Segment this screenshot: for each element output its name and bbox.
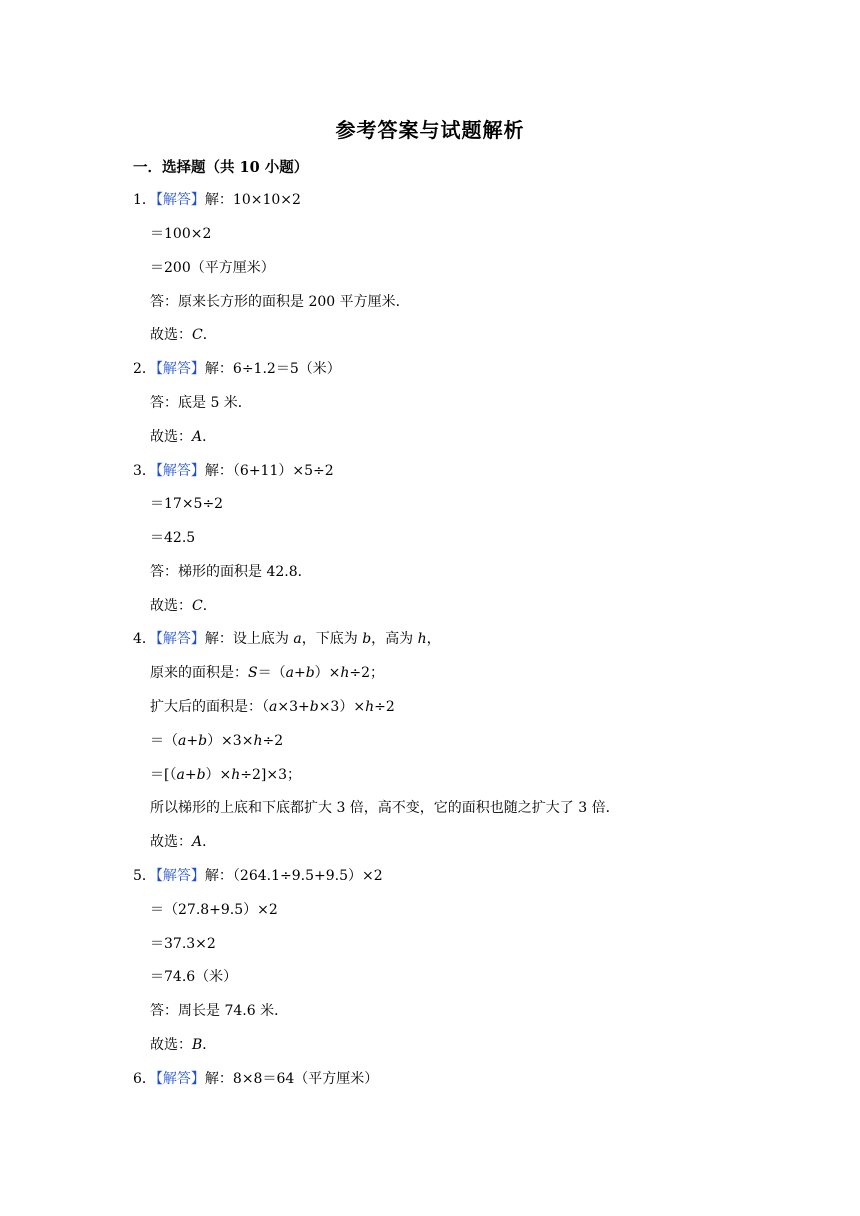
choice-period: ．	[202, 834, 217, 850]
text-run: 扩大后的面积是：（	[150, 699, 269, 715]
answer-line: ＝37.3×2	[150, 936, 216, 952]
text-run: ÷2；	[349, 665, 385, 681]
variable: b	[309, 699, 319, 715]
answer-4	[133, 629, 441, 649]
variable: b	[198, 733, 208, 749]
variable: S	[248, 665, 258, 681]
choice-line	[150, 427, 216, 447]
answer-line: 解：（264.1÷9.5+9.5）×2	[204, 868, 383, 884]
variable: h	[340, 665, 350, 681]
answer-tag: 【解答】	[155, 192, 205, 208]
answer-line	[150, 663, 384, 683]
question-number: 4．	[133, 631, 156, 647]
choice-prefix: 故选：	[150, 1037, 192, 1053]
choice-line	[150, 1035, 216, 1055]
question-number: 1．	[133, 192, 156, 208]
page-title: 参考答案与试题解析	[335, 118, 525, 142]
answer-tag: 【解答】	[155, 463, 205, 479]
text-run: 原来的面积是：	[150, 665, 248, 681]
answer-line: 解：（6+11）×5÷2	[204, 463, 334, 479]
answer-line: ＝74.6（米）	[150, 969, 238, 985]
answer-5	[133, 866, 383, 886]
text-run: ，高为	[371, 631, 418, 647]
text-run: ×3）×	[318, 699, 366, 715]
answer-line: ＝100×2	[150, 226, 212, 242]
answer-line: ＝（27.8+9.5）×2	[150, 902, 278, 918]
text-run: ÷2	[374, 699, 395, 715]
choice-letter: A	[192, 834, 203, 850]
choice-letter: B	[192, 1037, 203, 1053]
text-run: ）×	[205, 767, 232, 783]
choice-line	[150, 325, 217, 345]
text-run: +	[186, 733, 199, 749]
text-run: ＝（	[257, 665, 286, 681]
answer-line: 答：底是 5 米．	[150, 395, 252, 411]
answer-tag: 【解答】	[155, 868, 205, 884]
text-run: ＝（	[150, 733, 178, 749]
choice-line	[150, 596, 217, 616]
variable: h	[253, 733, 263, 749]
answer-tag: 【解答】	[155, 361, 205, 377]
variable: b	[362, 631, 372, 647]
choice-prefix: 故选：	[150, 834, 192, 850]
text-run: ，	[426, 631, 441, 647]
answer-line: ＝42.5	[150, 530, 196, 546]
answer-line: 答：梯形的面积是 42.8．	[150, 564, 312, 580]
answer-line: 解：6÷1.2＝5（米）	[204, 361, 341, 377]
choice-letter: C	[192, 327, 203, 343]
answer-2	[133, 359, 341, 379]
variable: a	[178, 733, 187, 749]
variable: a	[269, 699, 278, 715]
variable: h	[417, 631, 427, 647]
text-run: +	[293, 665, 306, 681]
choice-letter: A	[192, 429, 203, 445]
question-number: 2．	[133, 361, 156, 377]
answer-1	[133, 190, 301, 210]
answer-line: 解：10×10×2	[204, 192, 301, 208]
text-run: ×3+	[277, 699, 310, 715]
section-heading: 一．选择题（共 10 小题）	[133, 159, 309, 176]
answer-line: 答：周长是 74.6 米．	[150, 1003, 289, 1019]
answer-line: 所以梯形的上底和下底都扩大 3 倍，高不变，它的面积也随之扩大了 3 倍．	[150, 800, 620, 816]
answer-line	[150, 697, 395, 717]
question-number: 3．	[133, 463, 156, 479]
text-run: +	[184, 767, 197, 783]
variable: b	[305, 665, 315, 681]
text-run: ）×3×	[207, 733, 254, 749]
question-number: 5．	[133, 868, 156, 884]
variable: a	[293, 631, 302, 647]
choice-period: ．	[202, 1037, 217, 1053]
answer-tag: 【解答】	[155, 631, 205, 647]
text-run: ）×	[314, 665, 341, 681]
answer-line	[150, 731, 283, 751]
choice-prefix: 故选：	[150, 429, 192, 445]
answer-line: ＝17×5÷2	[150, 496, 224, 512]
variable: a	[176, 767, 185, 783]
choice-period: ．	[202, 429, 217, 445]
answer-tag: 【解答】	[155, 1071, 205, 1087]
answer-line: 答：原来长方形的面积是 200 平方厘米．	[150, 294, 410, 310]
choice-prefix: 故选：	[150, 327, 192, 343]
text-run: ÷2	[262, 733, 284, 749]
choice-prefix: 故选：	[150, 598, 192, 614]
answer-3	[133, 461, 334, 481]
variable: h	[231, 767, 241, 783]
choice-letter: C	[192, 598, 203, 614]
text-run: ÷2]×3；	[240, 767, 302, 783]
variable: b	[196, 767, 206, 783]
variable: a	[285, 665, 294, 681]
answer-line: ＝200（平方厘米）	[150, 260, 275, 276]
answer-6	[133, 1069, 378, 1089]
choice-line	[150, 832, 216, 852]
question-number: 6．	[133, 1071, 156, 1087]
choice-period: ．	[202, 327, 217, 343]
choice-period: ．	[202, 598, 217, 614]
text-run: ，下底为	[301, 631, 363, 647]
text-run: ＝[（	[150, 767, 177, 783]
text-run: 解：设上底为	[204, 631, 294, 647]
answer-line: 解：8×8＝64（平方厘米）	[204, 1071, 379, 1087]
variable: h	[365, 699, 375, 715]
answer-line	[150, 765, 301, 785]
